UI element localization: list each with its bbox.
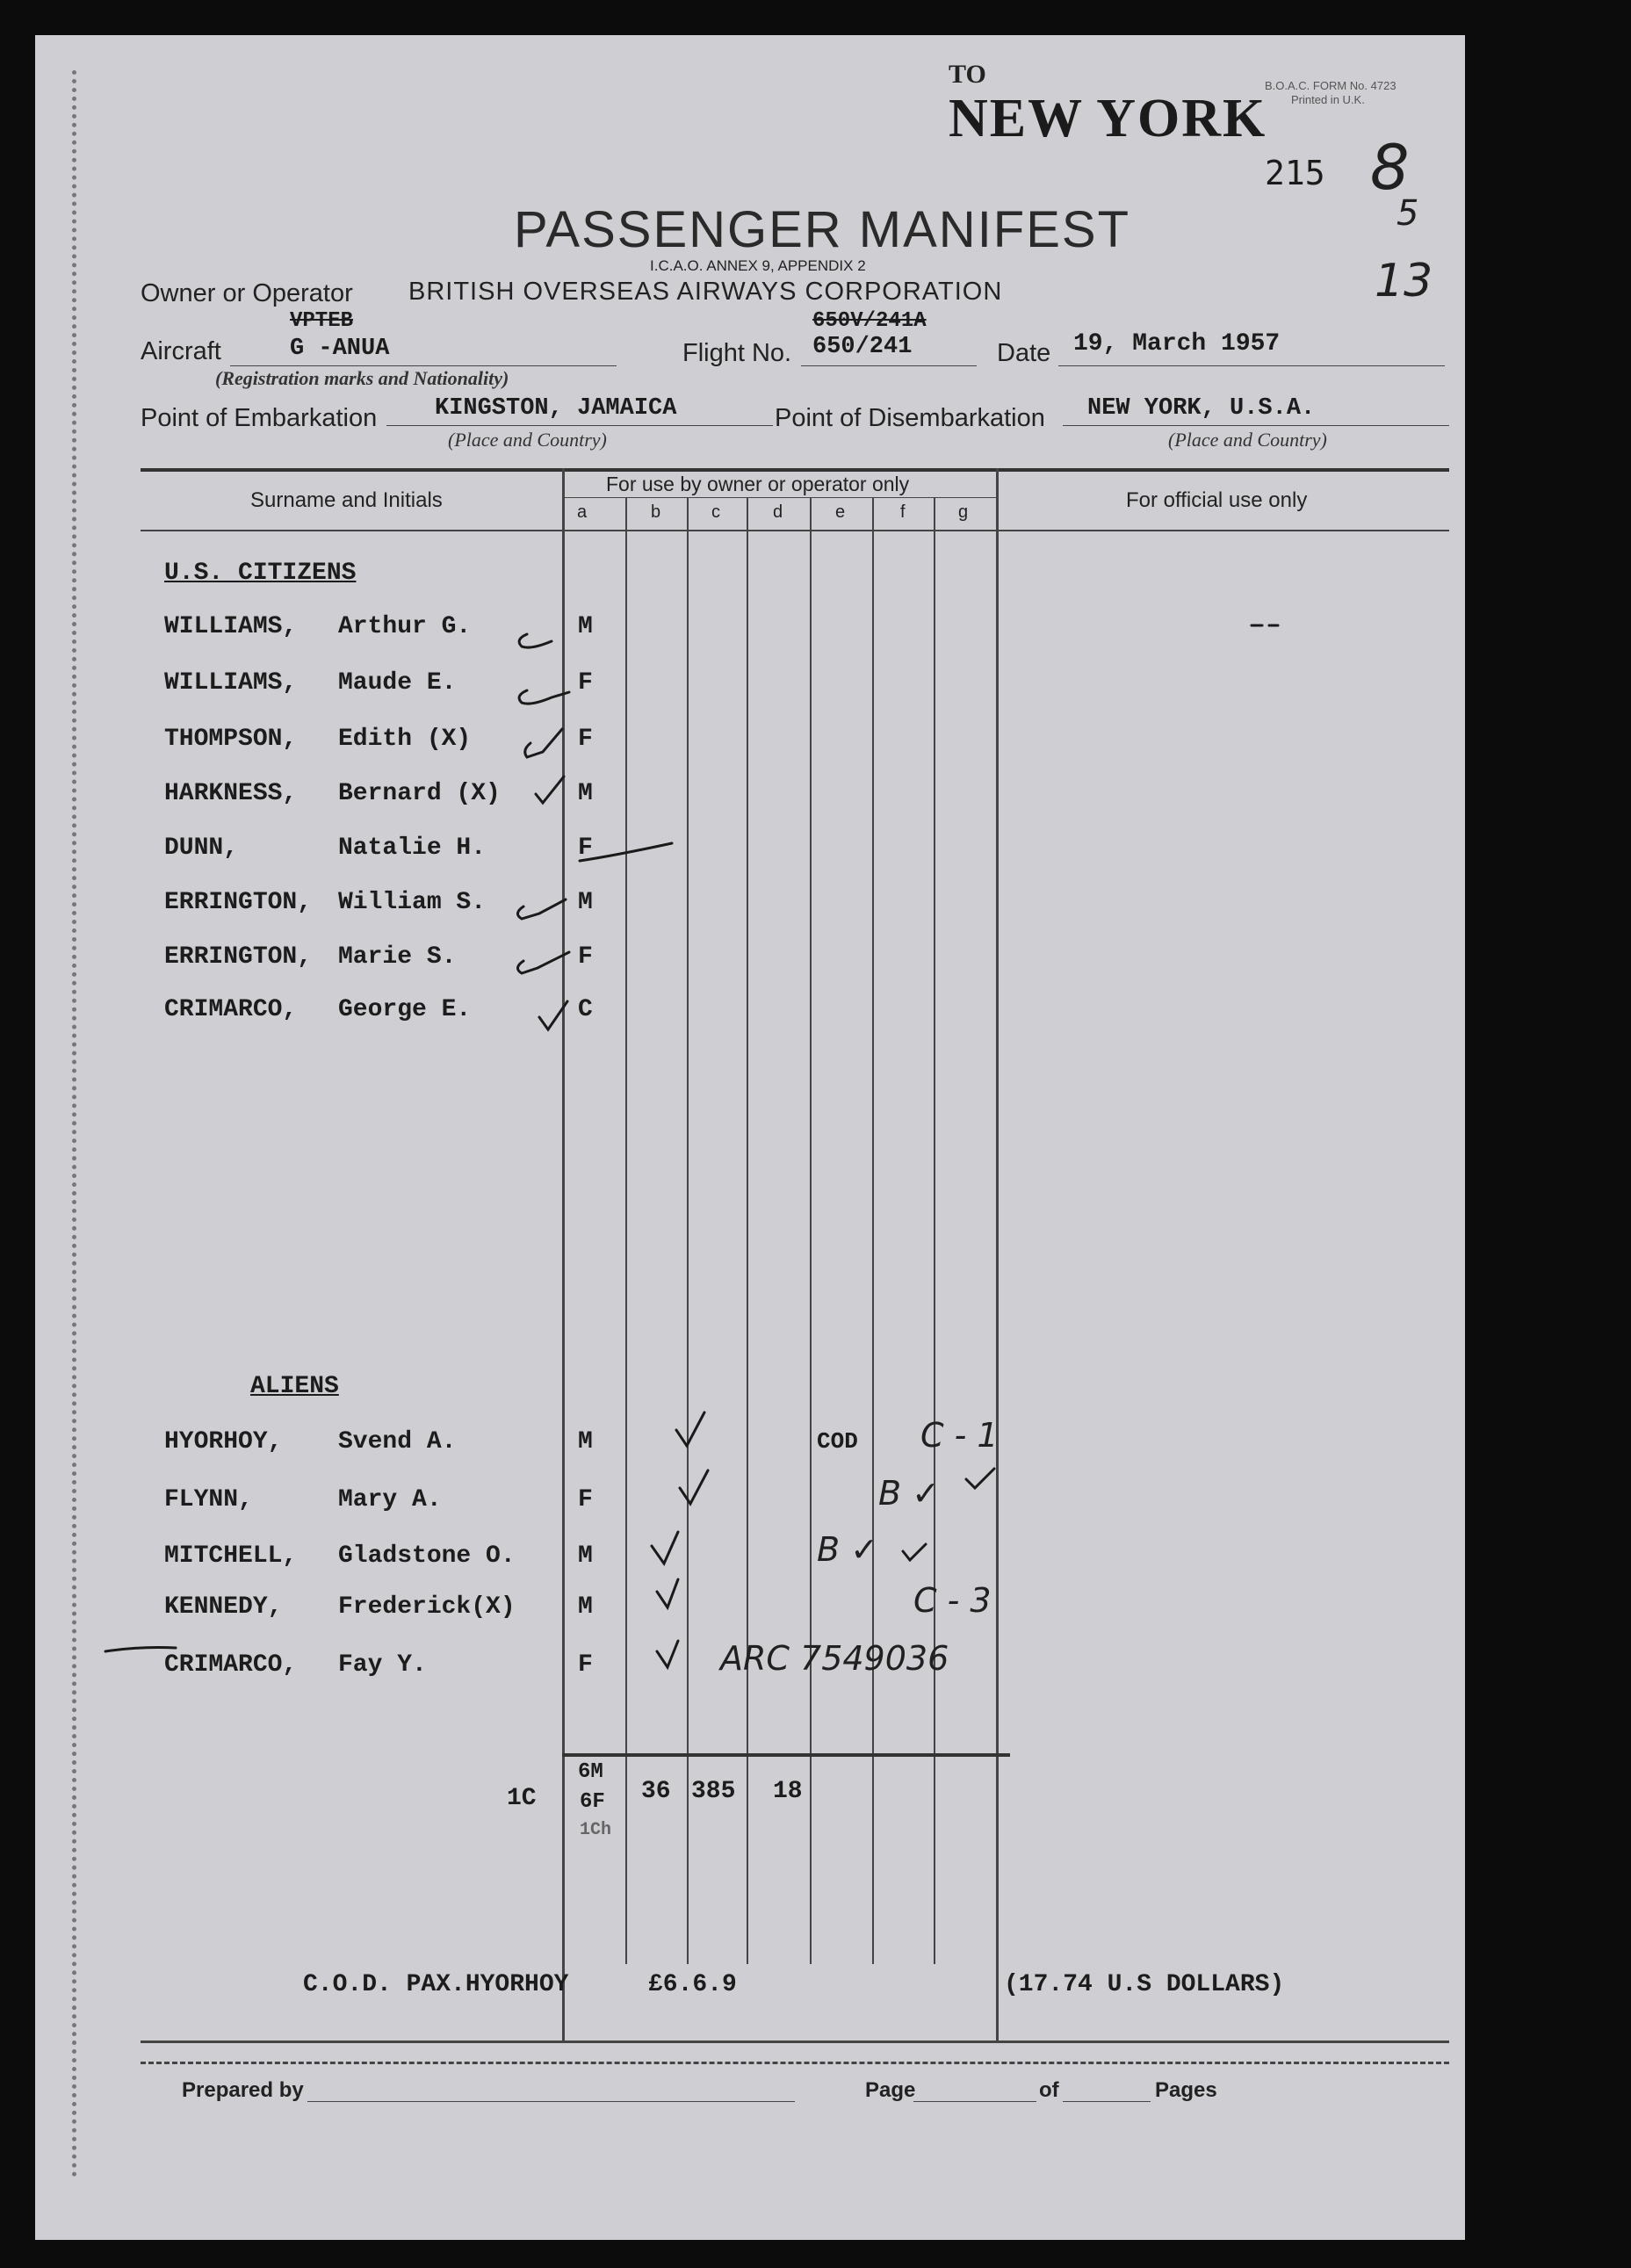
check-mark (525, 729, 562, 757)
passenger-given-name: Mary A. (338, 1486, 442, 1513)
totals-class: 1C (507, 1785, 537, 1812)
passenger-given-name: Gladstone O. (338, 1542, 516, 1570)
passenger-sex: M (578, 889, 593, 916)
passenger-surname: CRIMARCO, (164, 1651, 298, 1679)
pages-label: Pages (1155, 2078, 1217, 2102)
date-value: 19, March 1957 (1073, 330, 1281, 358)
aircraft-struck: VPTEB (290, 309, 354, 333)
passenger-given-name: George E. (338, 996, 472, 1023)
aircraft-label: Aircraft (141, 337, 221, 365)
totals-c: 385 (691, 1778, 736, 1805)
check-mark (680, 1470, 708, 1504)
totals-a-line1: 6M (578, 1760, 603, 1784)
form-number: B.O.A.C. FORM No. 4723 (1265, 79, 1396, 92)
surname-header: Surname and Initials (250, 488, 443, 512)
flight-struck: 650V/241A (812, 309, 927, 333)
disembarkation-note: (Place and Country) (1168, 429, 1327, 451)
col-g-header: g (958, 502, 969, 522)
passenger-sex: M (578, 613, 593, 640)
flight-label: Flight No. (682, 339, 792, 367)
col-a-header: a (577, 502, 588, 522)
passenger-handwritten-note: B ✓ (817, 1530, 878, 1569)
date-label: Date (997, 339, 1051, 367)
passenger-surname: CRIMARCO, (164, 996, 298, 1023)
embarkation-value: KINGSTON, JAMAICA (435, 395, 677, 422)
hand-fraction-top: 8 (1370, 132, 1410, 204)
disembarkation-label: Point of Disembarkation (775, 404, 1045, 432)
official-use-header: For official use only (1126, 488, 1308, 512)
aliens-heading: ALIENS (250, 1373, 339, 1400)
passenger-given-name: Natalie H. (338, 834, 487, 862)
passenger-surname: DUNN, (164, 834, 239, 862)
prepared-by-label: Prepared by (182, 2078, 304, 2102)
printed-in: Printed in U.K. (1291, 93, 1365, 106)
col-b-header: b (651, 502, 661, 522)
passenger-sex: M (578, 1428, 593, 1455)
check-mark (652, 1532, 678, 1564)
passenger-given-name: Bernard (X) (338, 780, 501, 807)
passenger-sex: F (578, 834, 593, 862)
check-mark (539, 1001, 567, 1029)
totals-d: 18 (773, 1778, 803, 1805)
passenger-handwritten-note: C - 1 (920, 1416, 999, 1455)
destination-stamp: NEW YORK (949, 89, 1267, 148)
passenger-sex: F (578, 669, 593, 697)
form-subtitle: I.C.A.O. ANNEX 9, APPENDIX 2 (650, 257, 866, 274)
passenger-given-name: Fay Y. (338, 1651, 427, 1679)
passenger-given-name: Marie S. (338, 943, 457, 971)
disembarkation-value: NEW YORK, U.S.A. (1087, 395, 1316, 422)
of-label: of (1039, 2078, 1059, 2102)
passenger-surname: ERRINGTON, (164, 943, 313, 971)
check-mark (966, 1469, 994, 1488)
col-f-header: f (900, 502, 906, 522)
passenger-given-name: Frederick(X) (338, 1593, 516, 1621)
passenger-sex: F (578, 726, 593, 753)
form-title: PASSENGER MANIFEST (514, 201, 1131, 258)
passenger-surname: ERRINGTON, (164, 889, 313, 916)
passenger-surname: KENNEDY, (164, 1593, 283, 1621)
owner-value: BRITISH OVERSEAS AIRWAYS CORPORATION (408, 278, 1003, 306)
passenger-sex: M (578, 780, 593, 807)
passenger-given-name: Edith (X) (338, 726, 472, 753)
owner-label: Owner or Operator (141, 279, 353, 307)
passenger-surname: WILLIAMS, (164, 669, 298, 697)
check-mark (519, 634, 552, 647)
check-mark (580, 843, 672, 861)
col-c-header: c (711, 502, 720, 522)
passenger-handwritten-note: B ✓ (878, 1474, 940, 1513)
passenger-col-e: COD (817, 1428, 858, 1455)
check-mark (536, 776, 564, 803)
passenger-given-name: Arthur G. (338, 613, 472, 640)
check-mark (903, 1544, 926, 1560)
passenger-sex: F (578, 1651, 593, 1679)
cod-dollars: (17.74 U.S DOLLARS) (1004, 1971, 1285, 1998)
check-mark (517, 899, 566, 919)
check-mark (657, 1641, 678, 1667)
aircraft-note: (Registration marks and Nationality) (215, 367, 509, 389)
passenger-surname: FLYNN, (164, 1486, 253, 1513)
passenger-sex: C (578, 996, 593, 1023)
totals-b: 36 (641, 1778, 671, 1805)
us-citizens-heading: U.S. CITIZENS (164, 560, 357, 587)
passenger-given-name: Svend A. (338, 1428, 457, 1455)
passenger-sex: M (578, 1542, 593, 1570)
passenger-given-name: William S. (338, 889, 487, 916)
passenger-sex: F (578, 943, 593, 971)
passenger-surname: MITCHELL, (164, 1542, 298, 1570)
passenger-handwritten-note: ARC 7549036 (720, 1639, 949, 1678)
embarkation-label: Point of Embarkation (141, 404, 378, 432)
check-mark (517, 952, 569, 973)
check-mark (519, 690, 569, 704)
passenger-sex: F (578, 1486, 593, 1513)
embarkation-note: (Place and Country) (448, 429, 607, 451)
operator-use-header: For use by owner or operator only (606, 473, 910, 495)
cod-amount: £6.6.9 (648, 1971, 737, 1998)
hand-fraction-mid: 5 (1396, 193, 1419, 234)
col-e-header: e (835, 502, 846, 522)
passenger-surname: THOMPSON, (164, 726, 298, 753)
check-mark (676, 1412, 704, 1446)
passenger-surname: HARKNESS, (164, 780, 298, 807)
hand-fraction-bottom: 13 (1375, 255, 1433, 307)
totals-a-line3: 1Ch (580, 1820, 612, 1840)
passenger-surname: WILLIAMS, (164, 613, 298, 640)
passenger-given-name: Maude E. (338, 669, 457, 697)
totals-a-line2: 6F (580, 1790, 605, 1814)
passenger-surname: HYORHOY, (164, 1428, 283, 1455)
flight-value: 650/241 (812, 334, 913, 360)
col-d-header: d (773, 502, 783, 522)
check-mark (657, 1579, 678, 1607)
to-label: TO (949, 60, 986, 89)
page-stamp-number: 215 (1265, 154, 1325, 192)
arrow-mark (105, 1648, 176, 1652)
aircraft-value: G -ANUA (290, 336, 390, 362)
passenger-handwritten-note: C - 3 (913, 1581, 992, 1620)
cod-label: C.O.D. PAX.HYORHOY (303, 1971, 569, 1998)
page-label: Page (865, 2078, 916, 2102)
passenger-sex: M (578, 1593, 593, 1621)
